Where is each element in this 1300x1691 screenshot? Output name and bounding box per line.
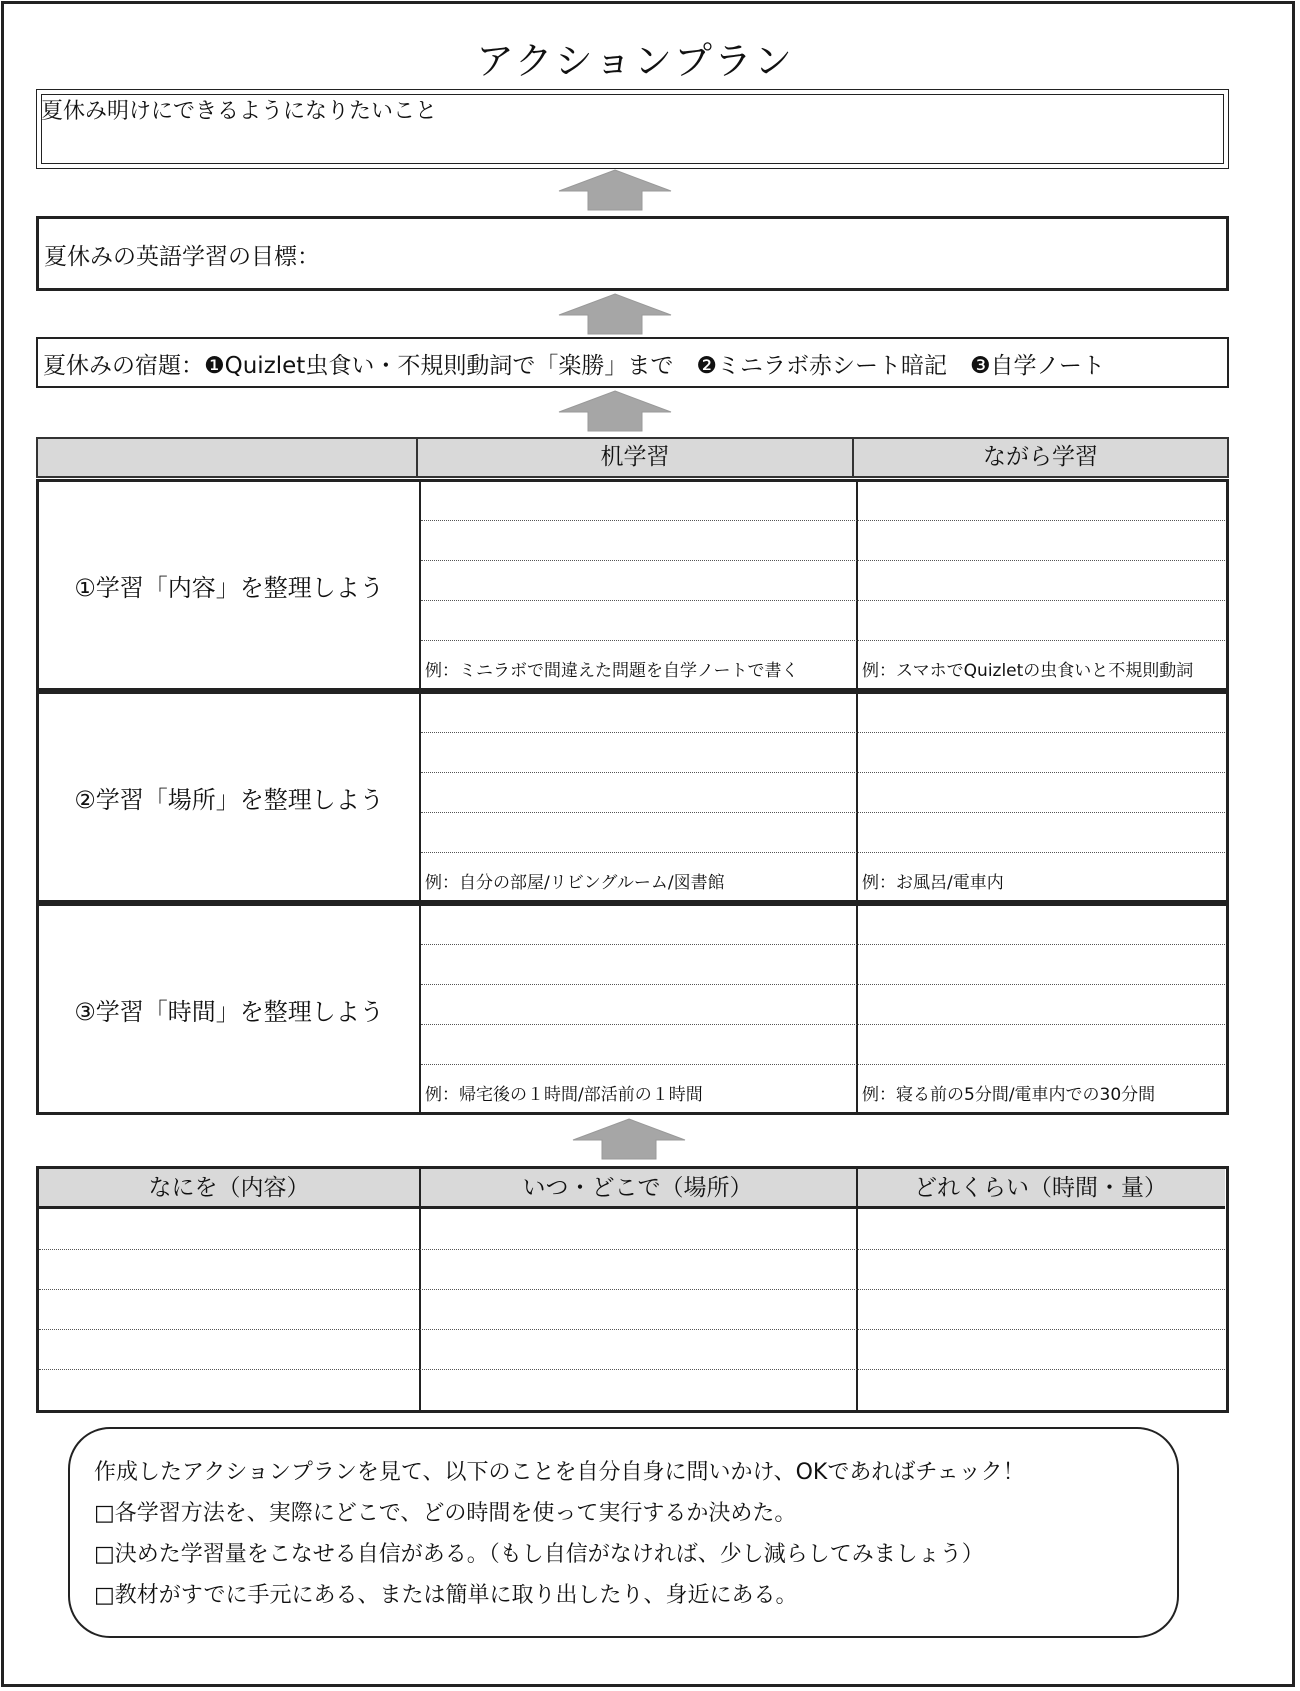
goal-label: 夏休みの英語学習の目標： — [44, 244, 320, 270]
column-divider — [856, 694, 858, 900]
header-how-much: どれくらい（時間・量） — [856, 1169, 1225, 1209]
desk-example: 例：帰宅後の１時間/部活前の１時間 — [425, 1085, 703, 1105]
while-example: 例：お風呂/電車内 — [862, 873, 1004, 893]
column-divider — [419, 906, 421, 1112]
header-blank — [36, 437, 418, 478]
checklist-item[interactable]: □決めた学習量をこなせる自信がある。（もし自信がなければ、少し減らしてみましょう） — [94, 1542, 984, 1567]
section-content-label: ①学習「内容」を整理しよう — [74, 573, 384, 602]
writing-line[interactable] — [421, 944, 1225, 945]
desk-example: 例：ミニラボで間違えた問題を自学ノートで書く — [425, 661, 799, 681]
writing-line[interactable] — [421, 1024, 1225, 1025]
writing-line[interactable] — [421, 984, 1225, 985]
section-content — [36, 479, 1229, 691]
header-what: なにを（内容） — [39, 1169, 419, 1209]
writing-line[interactable] — [421, 1064, 1225, 1065]
action-plan-table — [36, 1166, 1229, 1413]
checklist-box — [68, 1427, 1179, 1638]
desk-example: 例：自分の部屋/リビングルーム/図書館 — [425, 873, 725, 893]
writing-line[interactable] — [39, 1289, 1225, 1290]
writing-line[interactable] — [421, 732, 1225, 733]
while-example: 例：寝る前の5分間/電車内での30分間 — [862, 1085, 1156, 1105]
wish-box[interactable] — [36, 89, 1229, 169]
column-divider — [419, 694, 421, 900]
header-desk-study: 机学習 — [416, 437, 854, 478]
section-time-label: ③学習「時間」を整理しよう — [74, 997, 384, 1026]
up-arrow-icon — [557, 169, 673, 211]
column-divider — [856, 482, 858, 688]
while-example: 例：スマホでQuizletの虫食いと不規則動詞 — [862, 661, 1194, 681]
writing-line[interactable] — [39, 1329, 1225, 1330]
checklist-intro: 作成したアクションプランを見て、以下のことを自分自身に問いかけ、OKであればチェック！ — [94, 1460, 1025, 1485]
homework-label: 夏休みの宿題：❶Quizlet虫食い・不規則動詞で「楽勝」まで ❷ミニラボ赤シート暗記 ❸自学ノート — [43, 353, 1105, 379]
section-place — [36, 691, 1229, 903]
up-arrow-icon — [557, 293, 673, 335]
study-organizer-table — [36, 437, 1229, 1116]
checklist-item[interactable]: □教材がすでに手元にある、または簡単に取り出したり、身近にある。 — [94, 1583, 798, 1608]
goal-box[interactable] — [36, 216, 1229, 291]
writing-line[interactable] — [39, 1249, 1225, 1250]
writing-line[interactable] — [421, 520, 1225, 521]
wish-label: 夏休み明けにできるようになりたいこと — [41, 99, 438, 124]
page-title: アクションプラン — [475, 39, 795, 83]
writing-line[interactable] — [421, 852, 1225, 853]
writing-line[interactable] — [421, 640, 1225, 641]
section-time — [36, 903, 1229, 1115]
homework-box — [36, 337, 1229, 388]
writing-line[interactable] — [39, 1369, 1225, 1370]
writing-line[interactable] — [421, 560, 1225, 561]
up-arrow-icon — [571, 1118, 687, 1160]
up-arrow-icon — [557, 390, 673, 432]
writing-line[interactable] — [421, 772, 1225, 773]
column-divider — [419, 482, 421, 688]
section-place-label: ②学習「場所」を整理しよう — [74, 785, 384, 814]
writing-line[interactable] — [421, 600, 1225, 601]
header-when-where: いつ・どこで（場所） — [419, 1169, 856, 1209]
header-while-study: ながら学習 — [852, 437, 1229, 478]
column-divider — [856, 906, 858, 1112]
writing-line[interactable] — [421, 812, 1225, 813]
checklist-item[interactable]: □各学習方法を、実際にどこで、どの時間を使って実行するか決めた。 — [94, 1501, 797, 1526]
